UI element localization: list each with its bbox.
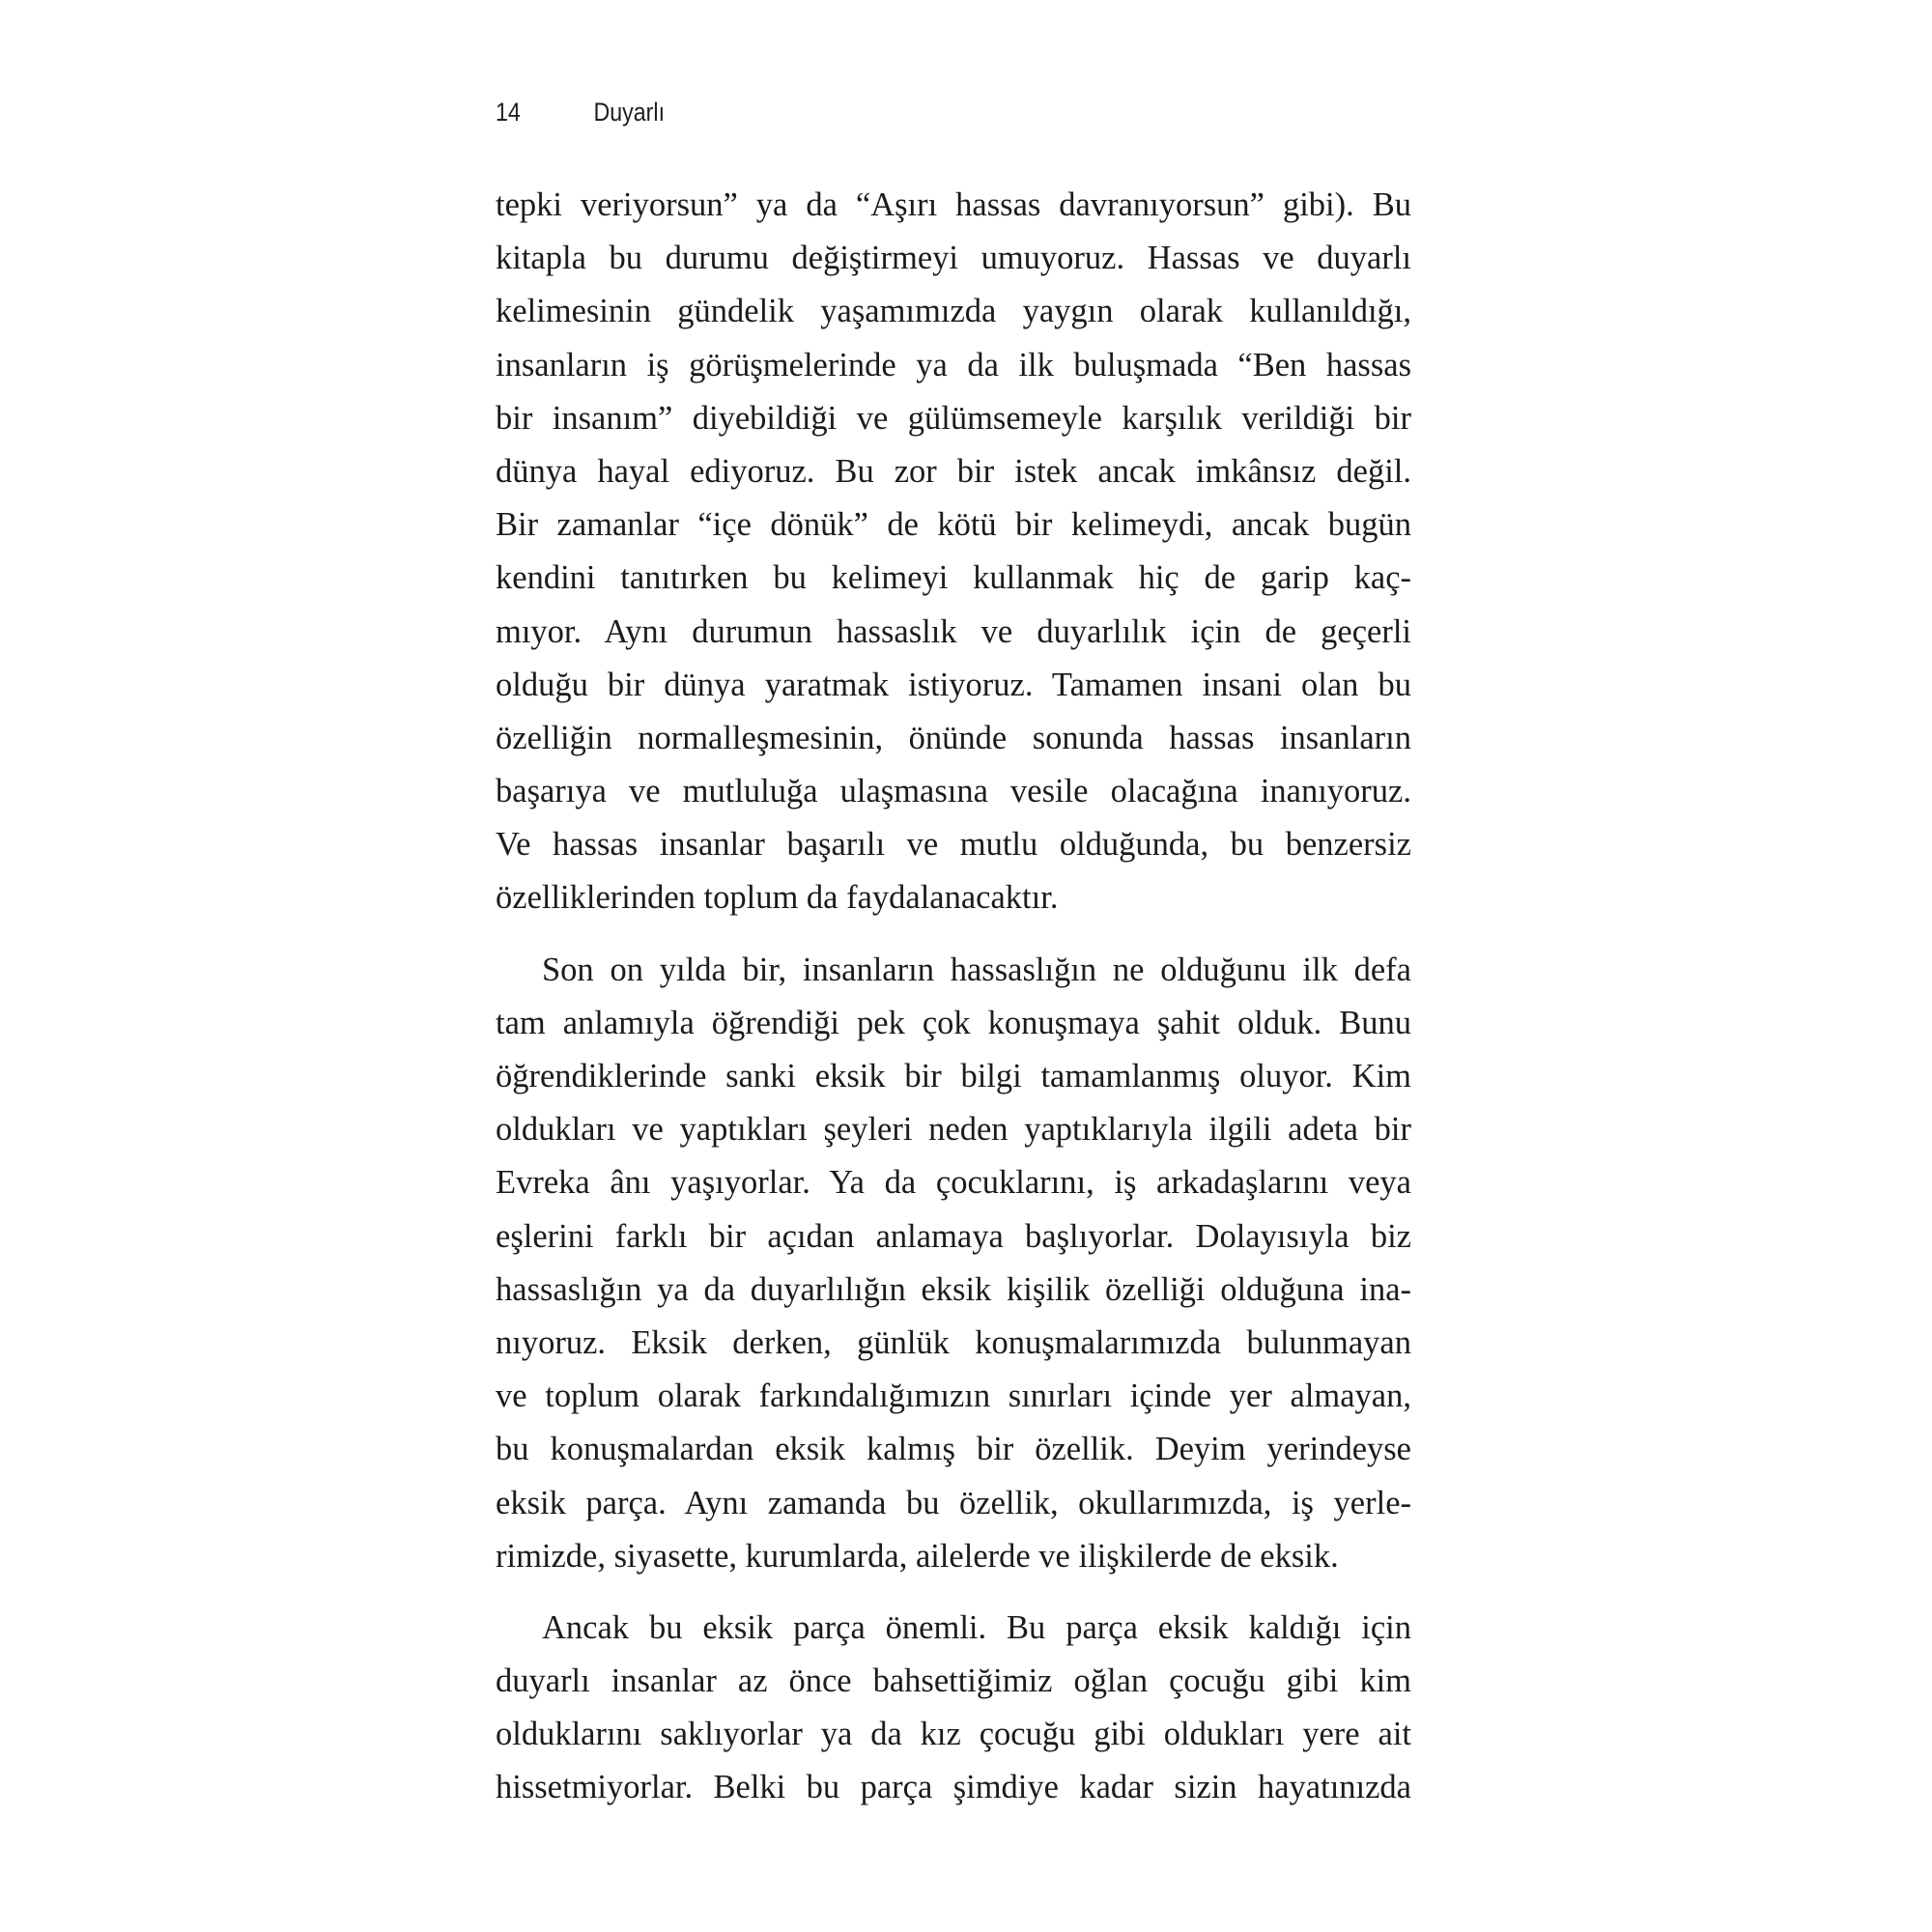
text-line: Evreka ânı yaşıyorlar. Ya da çocuklarını, iş arkadaşlarını veya <box>496 1164 1411 1202</box>
text-line: tepki veriyorsun” ya da “Aşırı hassas davranıyorsun” gibi). Bu <box>496 186 1411 223</box>
text-line: nıyoruz. Eksik derken, günlük konuşmalarımızda bulunmayan <box>496 1323 1411 1361</box>
paragraph <box>496 1602 1411 1815</box>
text-line: eksik parça. Aynı zamanda bu özellik, okullarımızda, iş yerle- <box>496 1484 1411 1521</box>
text-line: hassaslığın ya da duyarlılığın eksik kişilik özelliği olduğuna ina- <box>496 1270 1411 1308</box>
text-line: insanların iş görüşmelerinde ya da ilk buluşmada “Ben hassas <box>496 346 1411 384</box>
text-line: Ancak bu eksik parça önemli. Bu parça eksik kaldığı için <box>542 1608 1411 1646</box>
text-line: kitapla bu durumu değiştirmeyi umuyoruz. Hassas ve duyarlı <box>496 240 1411 277</box>
text-line: olduklarını saklıyorlar ya da kız çocuğu gibi oldukları yere ait <box>496 1716 1411 1753</box>
text-line: Son on yılda bir, insanların hassaslığın ne olduğunu ilk defa <box>542 951 1411 988</box>
paragraph <box>496 944 1411 1583</box>
text-line: öğrendiklerinde sanki eksik bir bilgi tamamlanmış oluyor. Kim <box>496 1058 1411 1094</box>
text-line: bu konuşmalardan eksik kalmış bir özellik. Deyim yerindeyse <box>496 1431 1411 1468</box>
text-line: eşlerini farklı bir açıdan anlamaya başlıyorlar. Dolayısıyla biz <box>496 1217 1411 1255</box>
text-line: bir insanım” diyebildiği ve gülümsemeyle karşılık verildiği bir <box>496 399 1411 437</box>
text-line: olduğu bir dünya yaratmak istiyoruz. Tamamen insani olan bu <box>496 666 1411 703</box>
body-text <box>496 179 1411 1815</box>
text-line: kelimesinin gündelik yaşamımızda yaygın olarak kullanıldığı, <box>496 293 1411 330</box>
text-line: başarıya ve mutluluğa ulaşmasına vesile olacağına inanıyoruz. <box>496 773 1411 810</box>
text-line: oldukları ve yaptıkları şeyleri neden yaptıklarıyla ilgili adeta bir <box>496 1111 1411 1149</box>
text-line: dünya hayal ediyoruz. Bu zor bir istek ancak imkânsız değil. <box>496 452 1411 490</box>
running-title: Duyarlı <box>593 98 666 127</box>
running-header <box>496 93 665 131</box>
text-line: özelliğin normalleşmesinin, önünde sonunda hassas insanların <box>496 719 1411 756</box>
text-line: Ve hassas insanlar başarılı ve mutlu olduğunda, bu benzersiz <box>496 826 1411 864</box>
text-line: mıyor. Aynı durumun hassaslık ve duyarlılık için de geçerli <box>496 612 1411 650</box>
page-number: 14 <box>496 98 521 127</box>
text-line: rimizde, siyasette, kurumlarda, ailelerde ve ilişkilerde de eksik. <box>496 1537 1339 1575</box>
text-line: duyarlı insanlar az önce bahsettiğimiz oğlan çocuğu gibi kim <box>496 1662 1411 1700</box>
text-line: hissetmiyorlar. Belki bu parça şimdiye kadar sizin hayatınızda <box>496 1769 1411 1806</box>
text-line: tam anlamıyla öğrendiği pek çok konuşmaya şahit olduk. Bunu <box>496 1004 1411 1041</box>
paragraph <box>496 179 1411 925</box>
text-line: ve toplum olarak farkındalığımızın sınırları içinde yer almayan, <box>496 1378 1411 1415</box>
text-line: Bir zamanlar “içe dönük” de kötü bir kelimeydi, ancak bugün <box>496 506 1411 544</box>
text-line: özelliklerinden toplum da faydalanacaktır. <box>496 879 1059 917</box>
text-line: kendini tanıtırken bu kelimeyi kullanmak hiç de garip kaç- <box>496 559 1411 597</box>
